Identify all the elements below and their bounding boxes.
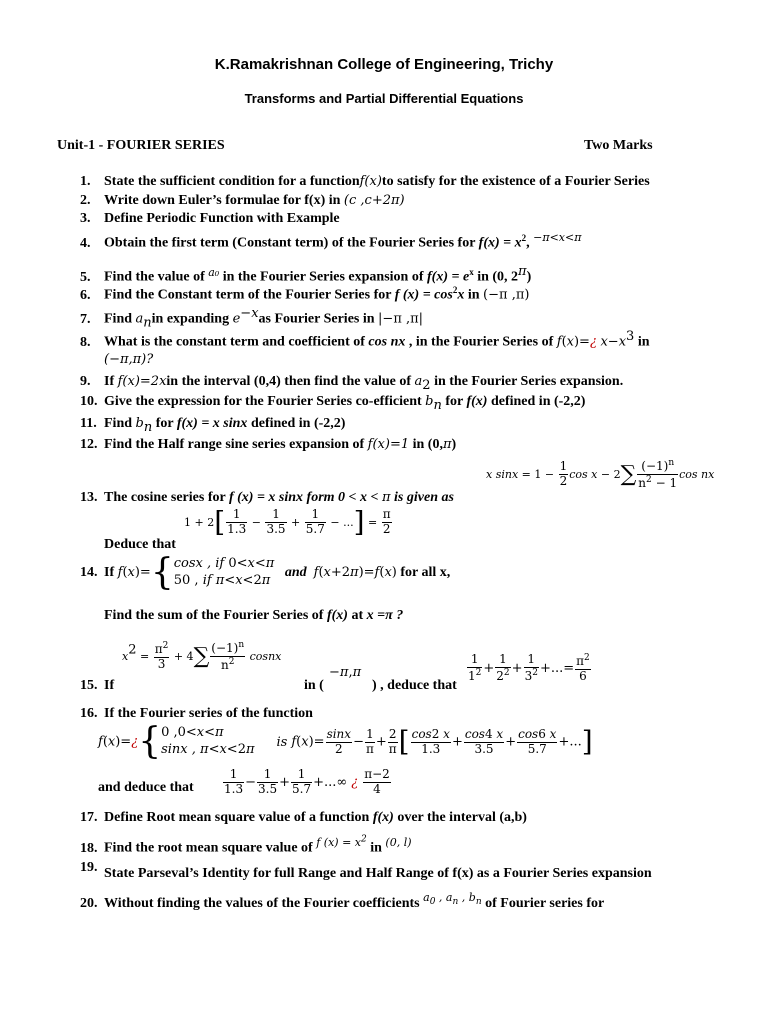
- question-20: 20. Without finding the values of the Fourier coefficients $^{a_0 , a_n , b_n}$ of Fourier series for: [80, 891, 605, 911]
- question-8: 8. What is the constant term and coefficient of cos nx , in the Fourier Series of f(x)=¿ $x-x^3$ in: [80, 329, 650, 350]
- question-8-interval: (−π,π)?: [104, 352, 154, 367]
- question-15-in: in (: [304, 678, 324, 693]
- question-16-function: f(x)=¿{0 ,0<x<π sinx , π<x<2π is f(x)= $\frac{\sin x}{2}$ − $\frac{1}{\pi}$ + $\frac{2}{\pi}$ [ $\frac{\cos 2 x}{1.3}$ + $\frac{\cos 4 x}{3.5}$ + $\frac{\cos 6 x}{5.7}$ +...]: [98, 721, 593, 762]
- question-15-series: $\frac{1}{1^2}$ + $\frac{1}{2^2}$ + $\frac{1}{3^2}$ +...= $\frac{\pi^2}{6}$: [468, 652, 590, 683]
- question-10: 10. Give the expression for the Fourier Series co-efficient $b_n$ for f(x) defined in (-2,2): [80, 394, 586, 413]
- question-3: 3. Define Periodic Function with Example: [80, 211, 340, 226]
- question-18: 18. Find the root mean square value of $^{f (x) = x^2}$ in $^{(0, l)}$: [80, 834, 412, 856]
- question-15: 15. If: [80, 678, 115, 693]
- cosine-series-formula: x sinx = 1 − $\frac{1}{2}$ cos x − 2∑ $\frac{(-1)^n}{n^2 - 1}$ cos nx: [486, 458, 715, 490]
- question-19: State Parseval’s Identity for full Range and Half Range of f(x) as a Fourier Series expansion: [104, 866, 652, 881]
- question-13: 13. The cosine series for f (x) = x sinx form 0 < x < π is given as: [80, 490, 454, 505]
- question-15-deduce: ) , deduce that: [372, 678, 457, 693]
- unit-label: Unit-1 - FOURIER SERIES: [57, 138, 225, 153]
- page-subtitle: Transforms and Partial Differential Equations: [244, 91, 524, 106]
- question-7: 7. Find $a_nin$ expanding $e^{-x}as$ Fourier Series in |−π ,π|: [80, 306, 424, 331]
- marks-label: Two Marks: [584, 138, 653, 153]
- question-5: 5. Find the value of $^{a_0}$ in the Fourier Series expansion of $f(x) = e^x$ in (0, $2^\pi$): [80, 264, 532, 285]
- question-2: 2. Write down Euler’s formulae for f(x) in (c ,c+2π): [80, 193, 405, 208]
- question-11: 11. Find $b_n$ for f(x) = x sinx defined in (-2,2): [80, 416, 346, 435]
- deduce-series-13: 1 + 2[ $\frac{1}{1.3}$ − $\frac{1}{3.5}$ + $\frac{1}{5.7}$ − ...] = $\frac{\pi}{2}$: [184, 505, 391, 539]
- question-9: 9. If f(x)=2xin the interval (0,4) then find the value of $a_2$ in the Fourier Series expansion.: [80, 374, 624, 393]
- question-15-formula: $x^2$ = $\frac{\pi^2}{3}$ + 4∑ $\frac{(-1)^n}{n^2}$ cosnx: [122, 640, 282, 672]
- question-6: 6. Find the Constant term of the Fourier Series for f $(x) = \cos^2x$ in (−π ,π): [80, 285, 530, 303]
- page-title: K.Ramakrishnan College of Engineering, Trichy: [214, 56, 554, 73]
- question-14: 14. If f(x)={cosx , if 0<x<π 50 , if π<x<2π and f(x+2π)=f(x) for all x,: [80, 552, 451, 593]
- question-16-series: $\frac{1}{1.3}$ − $\frac{1}{3.5}$ + $\frac{1}{5.7}$ +...∞ ¿ $\frac{\pi-2}{4}$: [224, 767, 390, 796]
- question-16: 16. If the Fourier series of the function: [80, 706, 313, 721]
- question-1: 1. State the sufficient condition for a functionf(x)to satisfy for the existence of a Fourier Series: [80, 174, 650, 189]
- question-15-interval: −π,π: [329, 665, 362, 680]
- question-number: 1.: [80, 174, 91, 189]
- question-19-number: 19.: [80, 860, 98, 875]
- question-14-sub: Find the sum of the Fourier Series of f(x) at x =π ?: [104, 608, 404, 623]
- deduce-that-13: Deduce that: [104, 537, 176, 552]
- question-17: 17. Define Root mean square value of a function f(x) over the interval (a,b): [80, 810, 527, 825]
- question-16-deduce: and deduce that: [98, 780, 194, 795]
- question-12: 12. Find the Half range sine series expansion of f(x)=1 in (0,π): [80, 437, 457, 452]
- question-4: 4. Obtain the first term (Constant term) of the Fourier Series for $f(x) = x^2$, $^{-\pi<x<\pi}$: [80, 230, 582, 251]
